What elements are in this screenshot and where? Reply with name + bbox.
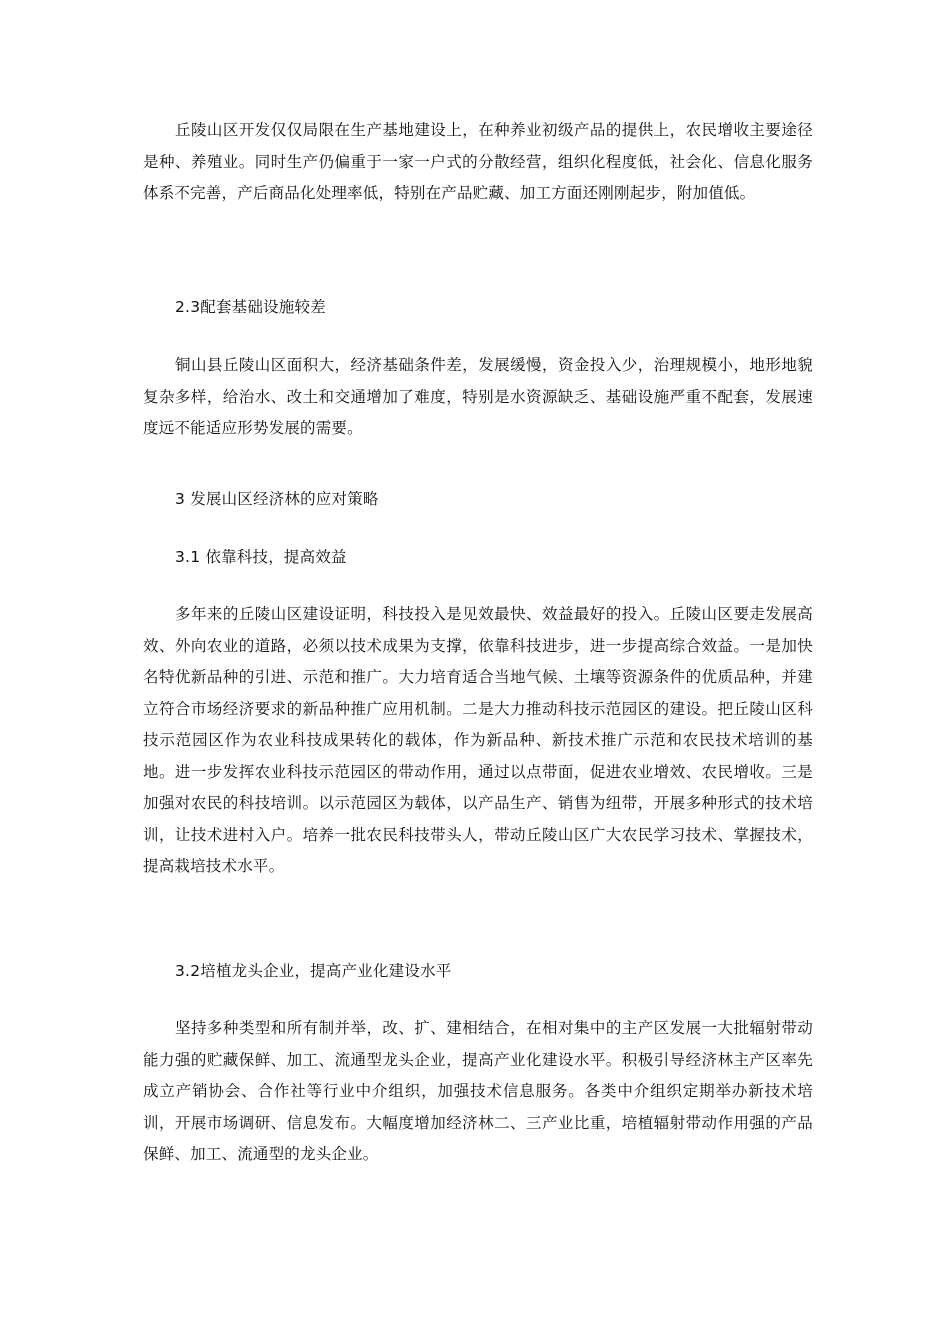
section-heading-3-1	[175, 546, 347, 568]
paragraph-technology: 多年来的丘陵山区建设证明，科技投入是见效最快、效益最好的投入。丘陵山区要走发展高效、外向农业的道路，必须以技术成果为支撑，依靠科技进步，进一步提高综合效益。一是加快名特优新品种的引进、示范和推广。大力培育适合当地气候、土壤等资源条件的优质品种，并建立符合市场经济要求的新品种推广应用机制。二是大力推动科技示范园区的建设。把丘陵山区科技示范园区作为农业科技成果转化的载体，作为新品种、新技术推广示范和农民技术培训的基地。进一步发挥农业科技示范园区的带动作用，通过以点带面，促进农业增效、农民增收。三是加强对农民的科技培训。以示范园区为载体，以产品生产、销售为纽带，开展多种形式的技术培训，让技术进村入户。培养一批农民科技带头人，带动丘陵山区广大农民学习技术、掌握技术，提高栽培技术水平。	[143, 605, 813, 875]
paragraph-constraints: 丘陵山区开发仅仅局限在生产基地建设上，在种养业初级产品的提供上，农民增收主要途径是种、养殖业。同时生产仍偏重于一家一户式的分散经营，组织化程度低，社会化、信息化服务体系不完善，产后商品化处理率低，特别在产品贮藏、加工方面还刚刚起步，附加值低。	[143, 121, 813, 202]
section-number: 2.3	[175, 298, 201, 316]
paragraph-enterprises: 坚持多种类型和所有制并举，改、扩、建相结合，在相对集中的主产区发展一大批辐射带动能力强的贮藏保鲜、加工、流通型龙头企业，提高产业化建设水平。积极引导经济林主产区率先成立产销协会、合作社等行业中介组织，加强技术信息服务。各类中介组织定期举办新技术培训，开展市场调研、信息发布。大幅度增加经济林二、三产业比重，培植辐射带动作用强的产品保鲜、加工、流通型的龙头企业。	[143, 1019, 813, 1163]
section-number: 3.2	[175, 962, 201, 980]
section-heading-3-2	[175, 960, 451, 982]
section-number: 3	[175, 490, 186, 508]
section-heading-2-3	[175, 296, 326, 318]
section-title: 发展山区经济林的应对策略	[190, 490, 379, 508]
section-number: 3.1	[175, 548, 201, 566]
paragraph-infrastructure: 铜山县丘陵山区面积大，经济基础条件差，发展缓慢，资金投入少，治理规模小，地形地貌复杂多样，给治水、改土和交通增加了难度，特别是水资源缺乏、基础设施严重不配套，发展速度远不能适应形势发展的需要。	[143, 356, 813, 437]
section-heading-3	[175, 488, 379, 510]
section-title: 依靠科技，提高效益	[205, 548, 347, 566]
section-title: 培植龙头企业，提高产业化建设水平	[200, 962, 452, 980]
section-title: 配套基础设施较差	[200, 298, 326, 316]
